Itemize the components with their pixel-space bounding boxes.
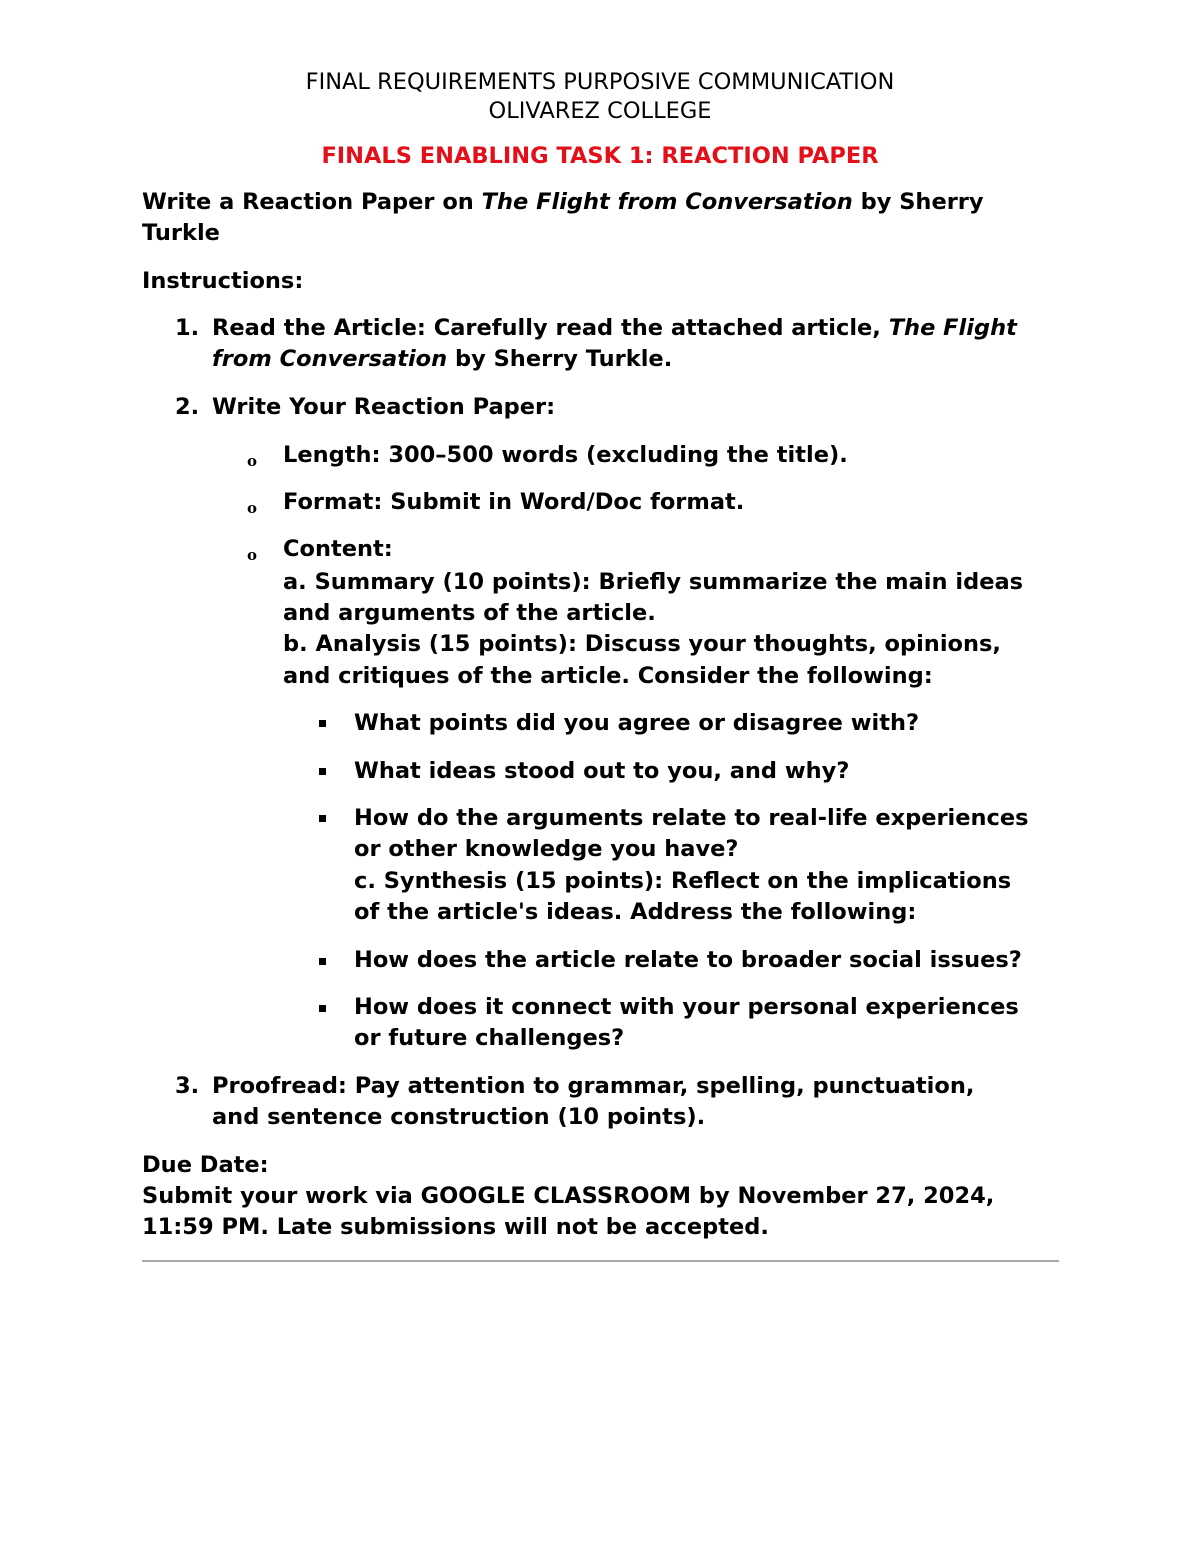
- document-heading: FINAL REQUIREMENTS PURPOSIVE COMMUNICATION: [305, 69, 895, 95]
- due-date-line: Submit your work via GOOGLE CLASSROOM by November 27, 2024,: [142, 1183, 995, 1209]
- sub-bullet-icon: o: [247, 452, 258, 470]
- article-title: The Flight from Conversation: [481, 189, 853, 215]
- square-bullet-icon: [319, 1005, 326, 1012]
- intro-line: [142, 187, 984, 219]
- length-requirement: Length: 300–500 words (excluding the title).: [283, 442, 848, 468]
- horizontal-divider: [142, 1260, 1059, 1262]
- question-personal-2: or future challenges?: [354, 1025, 625, 1051]
- question-ideas: What ideas stood out to you, and why?: [354, 758, 850, 784]
- instructions-label: Instructions:: [142, 268, 304, 294]
- step-2-text: Write Your Reaction Paper:: [212, 394, 556, 420]
- question-agree: What points did you agree or disagree with?: [354, 710, 920, 736]
- content-label: Content:: [283, 536, 393, 562]
- step-number-3: 3.: [175, 1073, 200, 1099]
- step-1-article-title-cont: from Conversation: [212, 346, 448, 372]
- sub-bullet-icon: o: [247, 499, 258, 517]
- step-1-line-1: [212, 313, 1017, 345]
- summary-line: a. Summary (10 points): Briefly summarize the main ideas: [283, 569, 1024, 595]
- question-relate-2: or other knowledge you have?: [354, 836, 739, 862]
- step-1-author: by Sherry Turkle.: [447, 346, 673, 372]
- intro-line-2: Turkle: [142, 220, 220, 246]
- analysis-line-2: and critiques of the article. Consider the following:: [283, 663, 933, 689]
- square-bullet-icon: [319, 958, 326, 965]
- proofread-line: Proofread: Pay attention to grammar, spelling, punctuation,: [212, 1073, 975, 1099]
- sub-bullet-icon: o: [247, 546, 258, 564]
- synthesis-line-2: of the article's ideas. Address the following:: [354, 899, 917, 925]
- question-relate: How do the arguments relate to real-life experiences: [354, 805, 1029, 831]
- step-1-text: Read the Article: Carefully read the attached article,: [212, 315, 889, 341]
- due-date-label: Due Date:: [142, 1152, 269, 1178]
- institution-name: OLIVAREZ COLLEGE: [488, 98, 712, 124]
- summary-line-2: and arguments of the article.: [283, 600, 656, 626]
- due-date-line-2: 11:59 PM. Late submissions will not be accepted.: [142, 1214, 769, 1240]
- step-number-2: 2.: [175, 394, 200, 420]
- step-1-line-2: [212, 344, 672, 376]
- square-bullet-icon: [319, 720, 326, 727]
- intro-prefix: Write a Reaction Paper on: [142, 189, 482, 215]
- task-title: FINALS ENABLING TASK 1: REACTION PAPER: [321, 143, 879, 169]
- format-requirement: Format: Submit in Word/Doc format.: [283, 489, 745, 515]
- question-personal: How does it connect with your personal experiences: [354, 994, 1019, 1020]
- question-social: How does the article relate to broader social issues?: [354, 947, 1022, 973]
- step-number-1: 1.: [175, 315, 200, 341]
- intro-suffix: by Sherry: [852, 189, 984, 215]
- square-bullet-icon: [319, 768, 326, 775]
- analysis-line: b. Analysis (15 points): Discuss your thoughts, opinions,: [283, 631, 1001, 657]
- step-1-article-title: The Flight: [888, 315, 1017, 341]
- proofread-line-2: and sentence construction (10 points).: [212, 1104, 706, 1130]
- square-bullet-icon: [319, 815, 326, 822]
- synthesis-line: c. Synthesis (15 points): Reflect on the implications: [354, 868, 1012, 894]
